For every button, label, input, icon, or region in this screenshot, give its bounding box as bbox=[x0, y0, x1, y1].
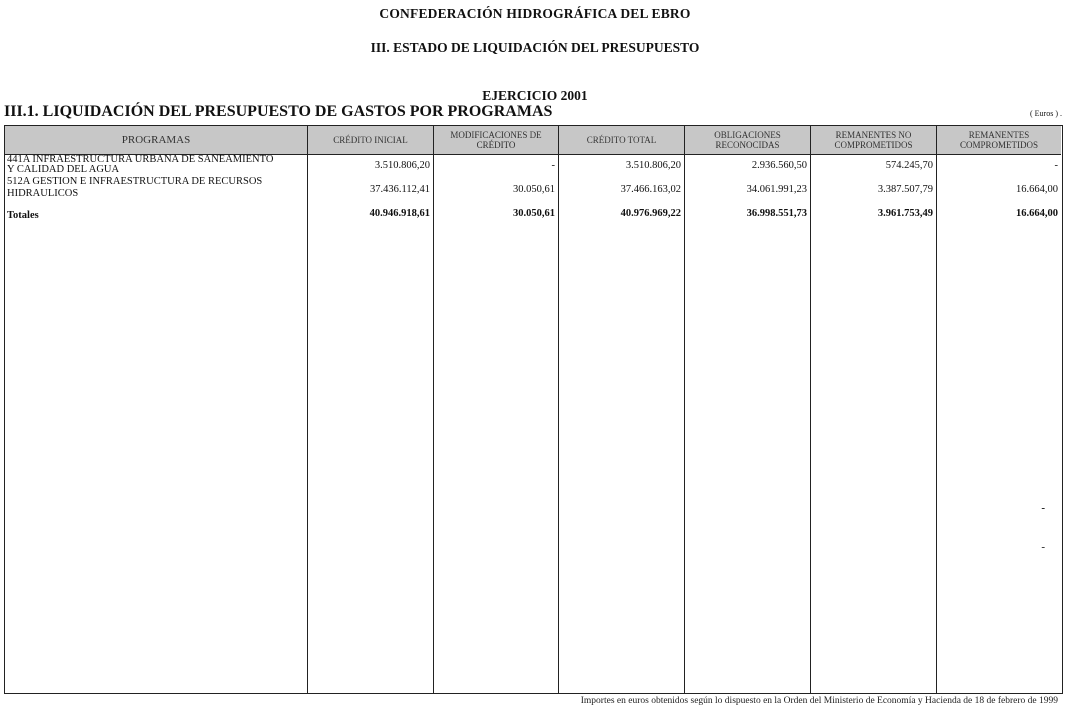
header-credito-inicial: CRÉDITO INICIAL bbox=[308, 126, 433, 155]
row-1-modificaciones: - bbox=[551, 160, 555, 171]
stray-dash-2: - bbox=[1041, 541, 1045, 553]
totals-remanentes-no-comprometidos: 3.961.753,49 bbox=[877, 208, 933, 219]
header-remanentes-comprometidos: REMANENTES COMPROMETIDOS bbox=[937, 126, 1061, 155]
totals-label: Totales bbox=[7, 210, 39, 221]
subsection-title: III.1. LIQUIDACIÓN DEL PRESUPUESTO DE GASTOS POR PROGRAMAS bbox=[4, 103, 553, 120]
organization-title: CONFEDERACIÓN HIDROGRÁFICA DEL EBRO bbox=[379, 6, 691, 21]
row-1-obligaciones: 2.936.560,50 bbox=[751, 160, 807, 171]
totals-credito-total: 40.976.969,22 bbox=[620, 208, 681, 219]
column-programas bbox=[5, 126, 308, 693]
row-1-programa-line1: 441A INFRAESTRUCTURA URBANA DE SANEAMIENTO bbox=[7, 154, 274, 165]
column-obligaciones bbox=[685, 126, 811, 693]
column-remanentes-no-comprometidos bbox=[811, 126, 937, 693]
header-obligaciones: OBLIGACIONES RECONOCIDAS bbox=[685, 126, 810, 155]
exercise-title: EJERCICIO 2001 bbox=[482, 88, 588, 103]
row-1-programa bbox=[7, 155, 307, 175]
header-remanentes-no-comprometidos: REMANENTES NO COMPROMETIDOS bbox=[811, 126, 936, 155]
row-1-credito-inicial: 3.510.806,20 bbox=[374, 160, 430, 171]
stray-dash-1: - bbox=[1041, 502, 1045, 514]
footnote: Importes en euros obtenidos según lo dispuesto en la Orden del Ministerio de Economía y Hacienda de 18 de febrero de 1999 bbox=[580, 696, 1058, 706]
row-2-programa-line1: 512A GESTION E INFRAESTRUCTURA DE RECURSOS bbox=[7, 176, 263, 187]
totals-credito-inicial: 40.946.918,61 bbox=[369, 208, 430, 219]
row-2-credito-total: 37.466.163,02 bbox=[620, 184, 681, 195]
totals-modificaciones: 30.050,61 bbox=[513, 208, 555, 219]
header-modificaciones: MODIFICACIONES DE CRÉDITO bbox=[434, 126, 558, 155]
row-1-remanentes-no-comprometidos: 574.245,70 bbox=[885, 160, 933, 171]
totals-obligaciones: 36.998.551,73 bbox=[746, 208, 807, 219]
row-2-remanentes-no-comprometidos: 3.387.507,79 bbox=[877, 184, 933, 195]
column-credito-inicial bbox=[308, 126, 434, 693]
section-title: III. ESTADO DE LIQUIDACIÓN DEL PRESUPUESTO bbox=[370, 40, 700, 55]
budget-table bbox=[4, 125, 1063, 694]
header-credito-total: CRÉDITO TOTAL bbox=[559, 126, 684, 155]
totals-remanentes-comprometidos: 16.664,00 bbox=[1016, 208, 1058, 219]
row-1-credito-total: 3.510.806,20 bbox=[625, 160, 681, 171]
row-1-programa-line2: Y CALIDAD DEL AGUA bbox=[7, 164, 120, 175]
row-2-remanentes-comprometidos: 16.664,00 bbox=[1016, 184, 1058, 195]
column-credito-total bbox=[559, 126, 685, 693]
row-1-remanentes-comprometidos: - bbox=[1054, 160, 1058, 171]
row-2-modificaciones: 30.050,61 bbox=[513, 184, 555, 195]
row-2-programa-line2: HIDRAULICOS bbox=[7, 188, 79, 199]
row-2-obligaciones: 34.061.991,23 bbox=[746, 184, 807, 195]
column-remanentes-comprometidos bbox=[937, 126, 1061, 693]
header-programas: PROGRAMAS bbox=[5, 126, 307, 155]
row-2-programa bbox=[7, 177, 307, 199]
column-modificaciones bbox=[434, 126, 559, 693]
units-label: ( Euros ) . bbox=[1030, 109, 1062, 118]
row-2-credito-inicial: 37.436.112,41 bbox=[370, 184, 430, 195]
